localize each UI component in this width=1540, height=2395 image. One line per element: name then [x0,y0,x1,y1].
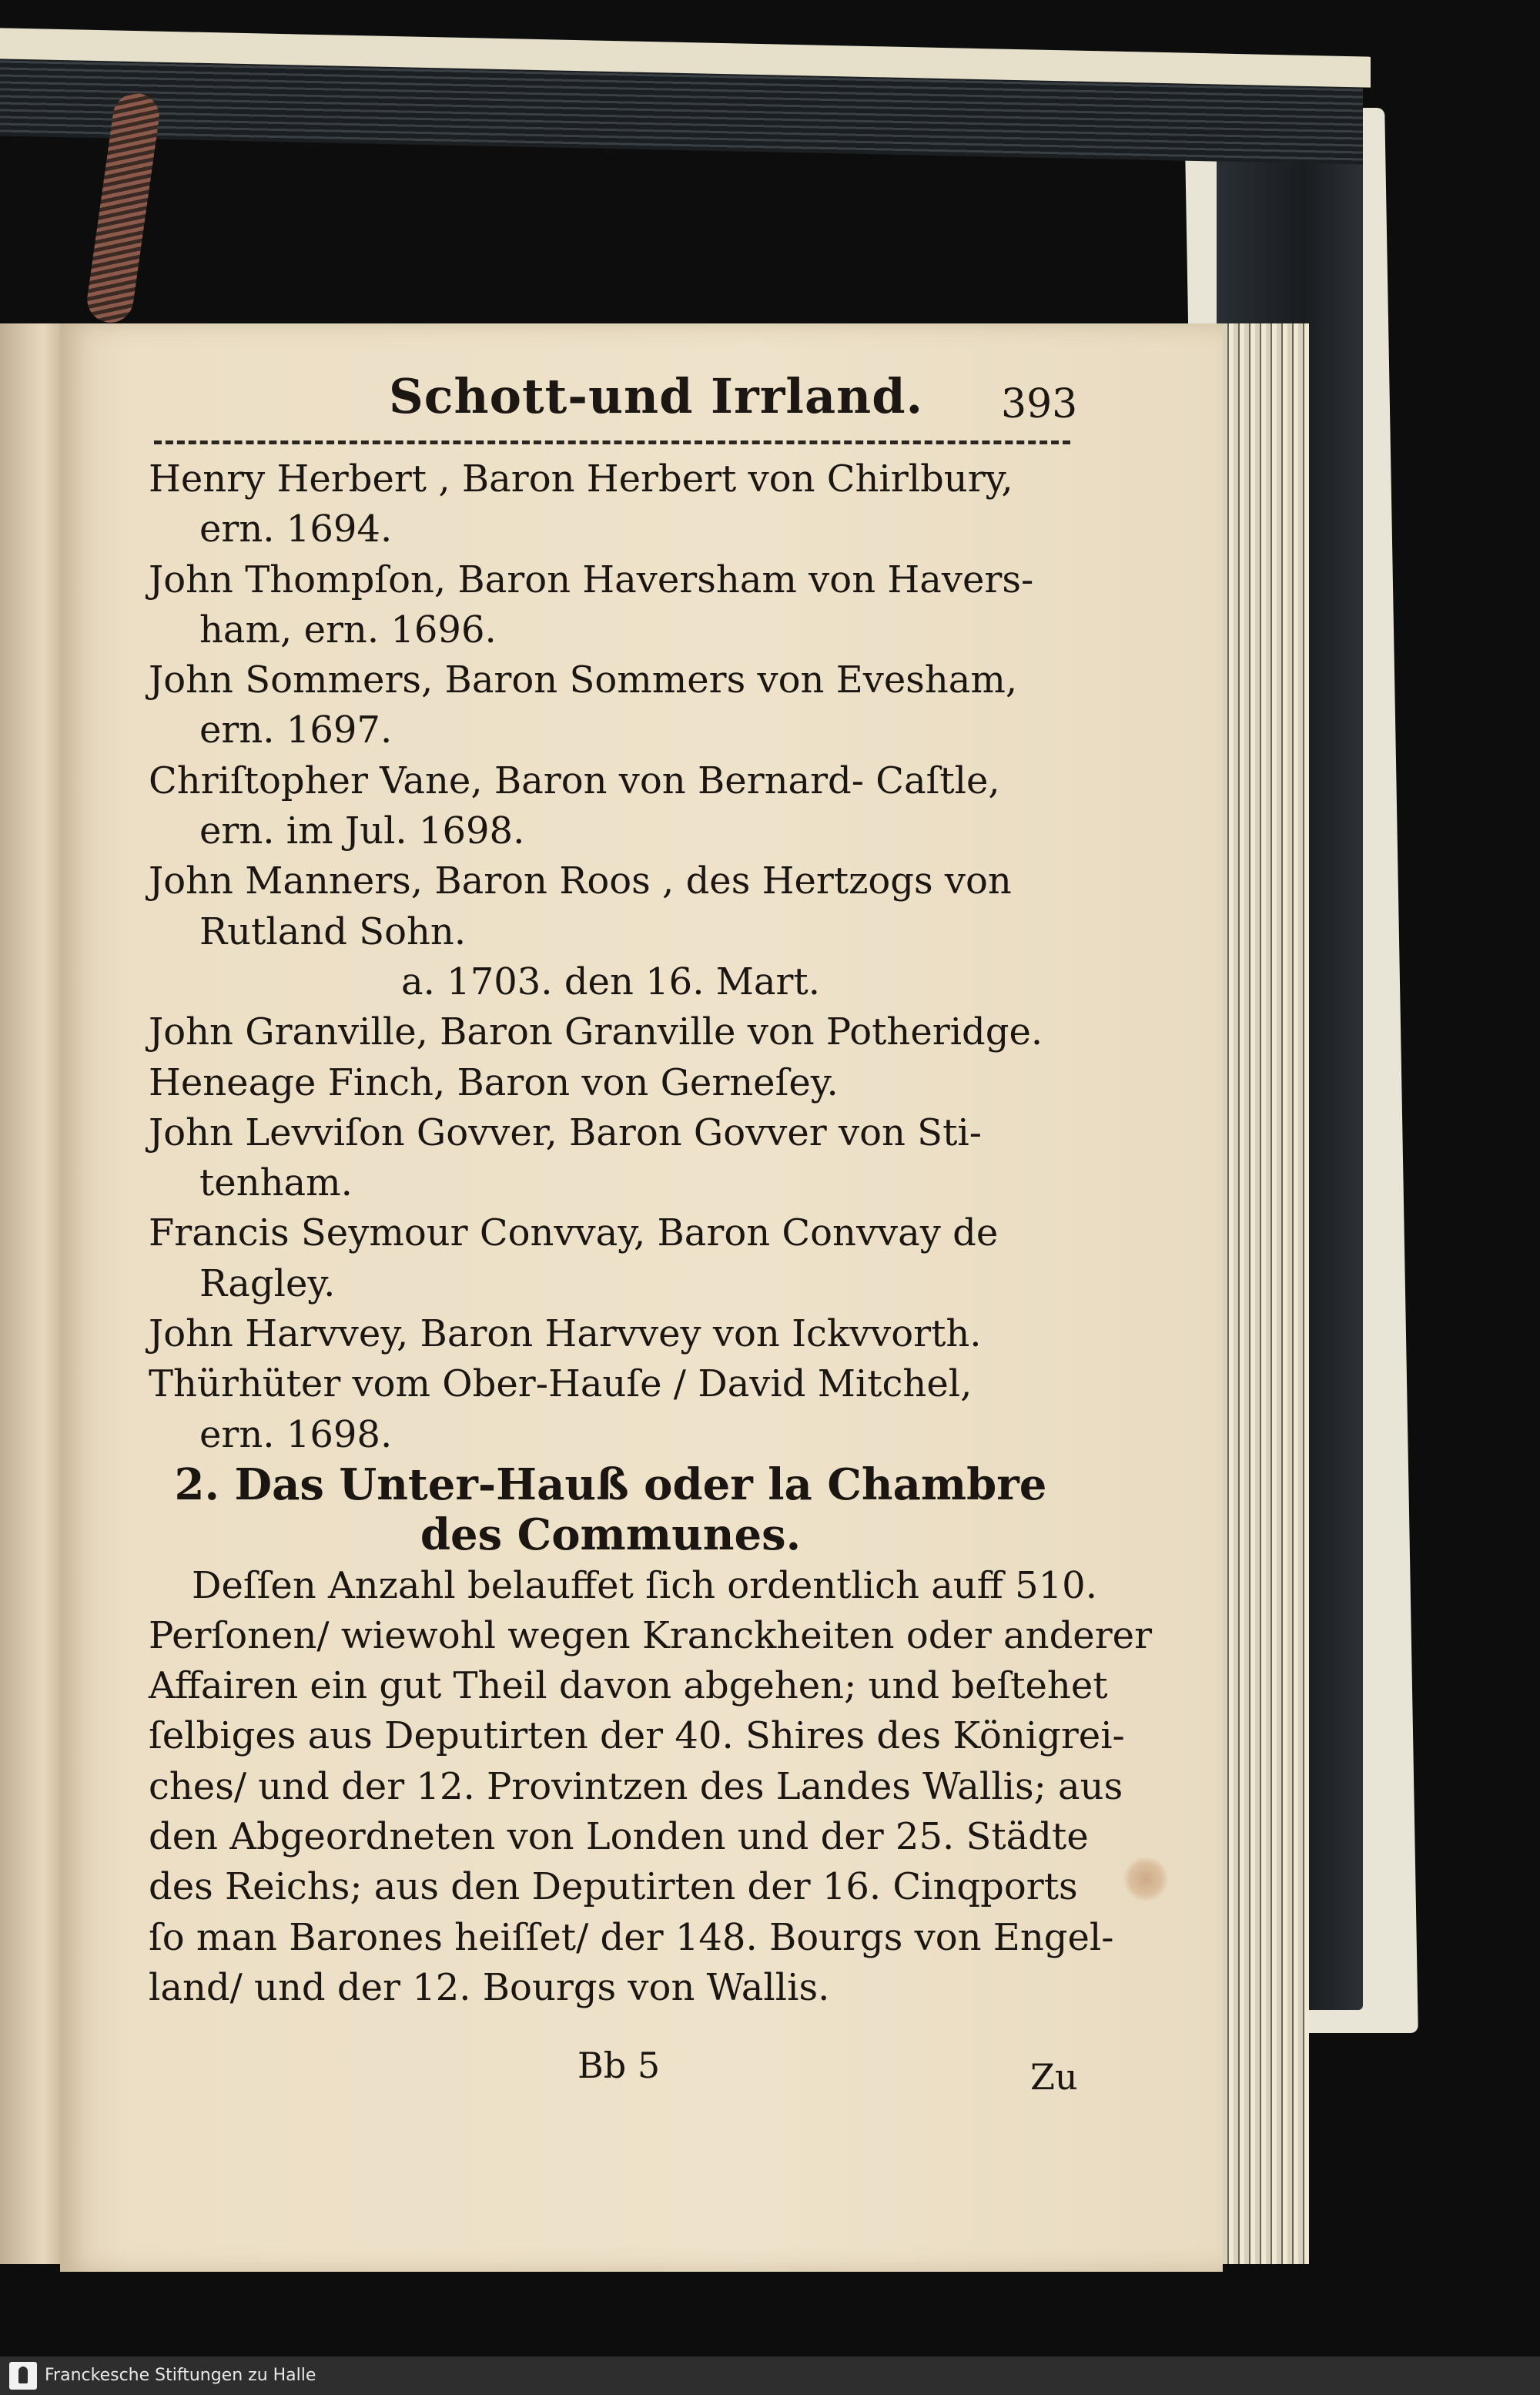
text-line: den Abgeordneten von Londen und der 25. Städte [149,1815,1089,1859]
catchword: Zu [1030,2056,1078,2098]
header-rule [154,440,1070,444]
footer-institution: Franckesche Stiftungen zu Halle [45,2366,316,2385]
text-line: John Manners, Baron Roos , des Hertzogs von [149,859,1012,903]
running-head: Schott-und Irrland. [389,368,924,424]
text-line: Affairen ein gut Theil davon abgehen; und beſtehet [149,1664,1108,1708]
page-number: 393 [1001,381,1078,427]
text-line: land/ und der 12. Bourgs von Wallis. [149,1965,830,2009]
text-line: Chriſtopher Vane, Baron von Bernard- Caſtle, [149,759,1000,802]
footer-bar [0,2356,1540,2395]
text-line: ern. 1694. [199,507,393,551]
text-line: Heneage Finch, Baron von Gerneſey. [149,1060,839,1104]
text-line: Rutland Sohn. [199,909,467,953]
text-line: tenham. [199,1161,353,1205]
text-line: John Sommers, Baron Sommers von Evesham, [149,658,1018,702]
text-line: Ragley. [199,1261,336,1305]
section-heading-cont: des Communes. [420,1509,802,1561]
text-line: des Reichs; aus den Deputirten der 16. Cinqports [149,1865,1078,1909]
text-line: ſo man Barones heiſſet/ der 148. Bourgs von Engel- [149,1915,1114,1959]
text-line: Henry Herbert , Baron Herbert von Chirlbury, [149,457,1013,501]
page-stain [1123,1856,1169,1902]
text-line: ern. 1697. [199,708,393,752]
franckesche-stiftungen-logo-icon [9,2362,37,2390]
section-heading: 2. Das Unter-Hauß oder la Chambre [174,1459,1047,1510]
signature-mark: Bb 5 [578,2045,661,2086]
text-line: ern. im Jul. 1698. [199,809,525,853]
text-line: ham, ern. 1696. [199,608,497,652]
text-line: ches/ und der 12. Provintzen des Landes Wallis; aus [149,1764,1123,1808]
text-line: Thürhüter vom Ober-Hauſe / David Mitchel, [149,1362,973,1406]
text-line: Francis Seymour Convvay, Baron Convvay de [149,1211,999,1255]
page-text [149,454,1153,2013]
text-line: ern. 1698. [199,1412,393,1456]
text-line: ſelbiges aus Deputirten der 40. Shires des Königrei- [149,1714,1125,1758]
facing-page-edge [0,323,62,2264]
text-line: Deſſen Anzahl belauffet ſich ordentlich auff 510. [192,1563,1097,1607]
date-line: a. 1703. den 16. Mart. [401,960,820,1003]
text-line: John Harvvey, Baron Harvvey von Ickvvorth. [149,1312,982,1356]
text-line: John Granville, Baron Granville von Potheridge. [149,1010,1043,1054]
text-line: John Thompſon, Baron Haversham von Havers- [149,558,1034,601]
text-line: John Levviſon Govver, Baron Govver von Sti- [149,1110,982,1154]
text-line: Perſonen/ wiewohl wegen Kranckheiten oder anderer [149,1613,1153,1657]
